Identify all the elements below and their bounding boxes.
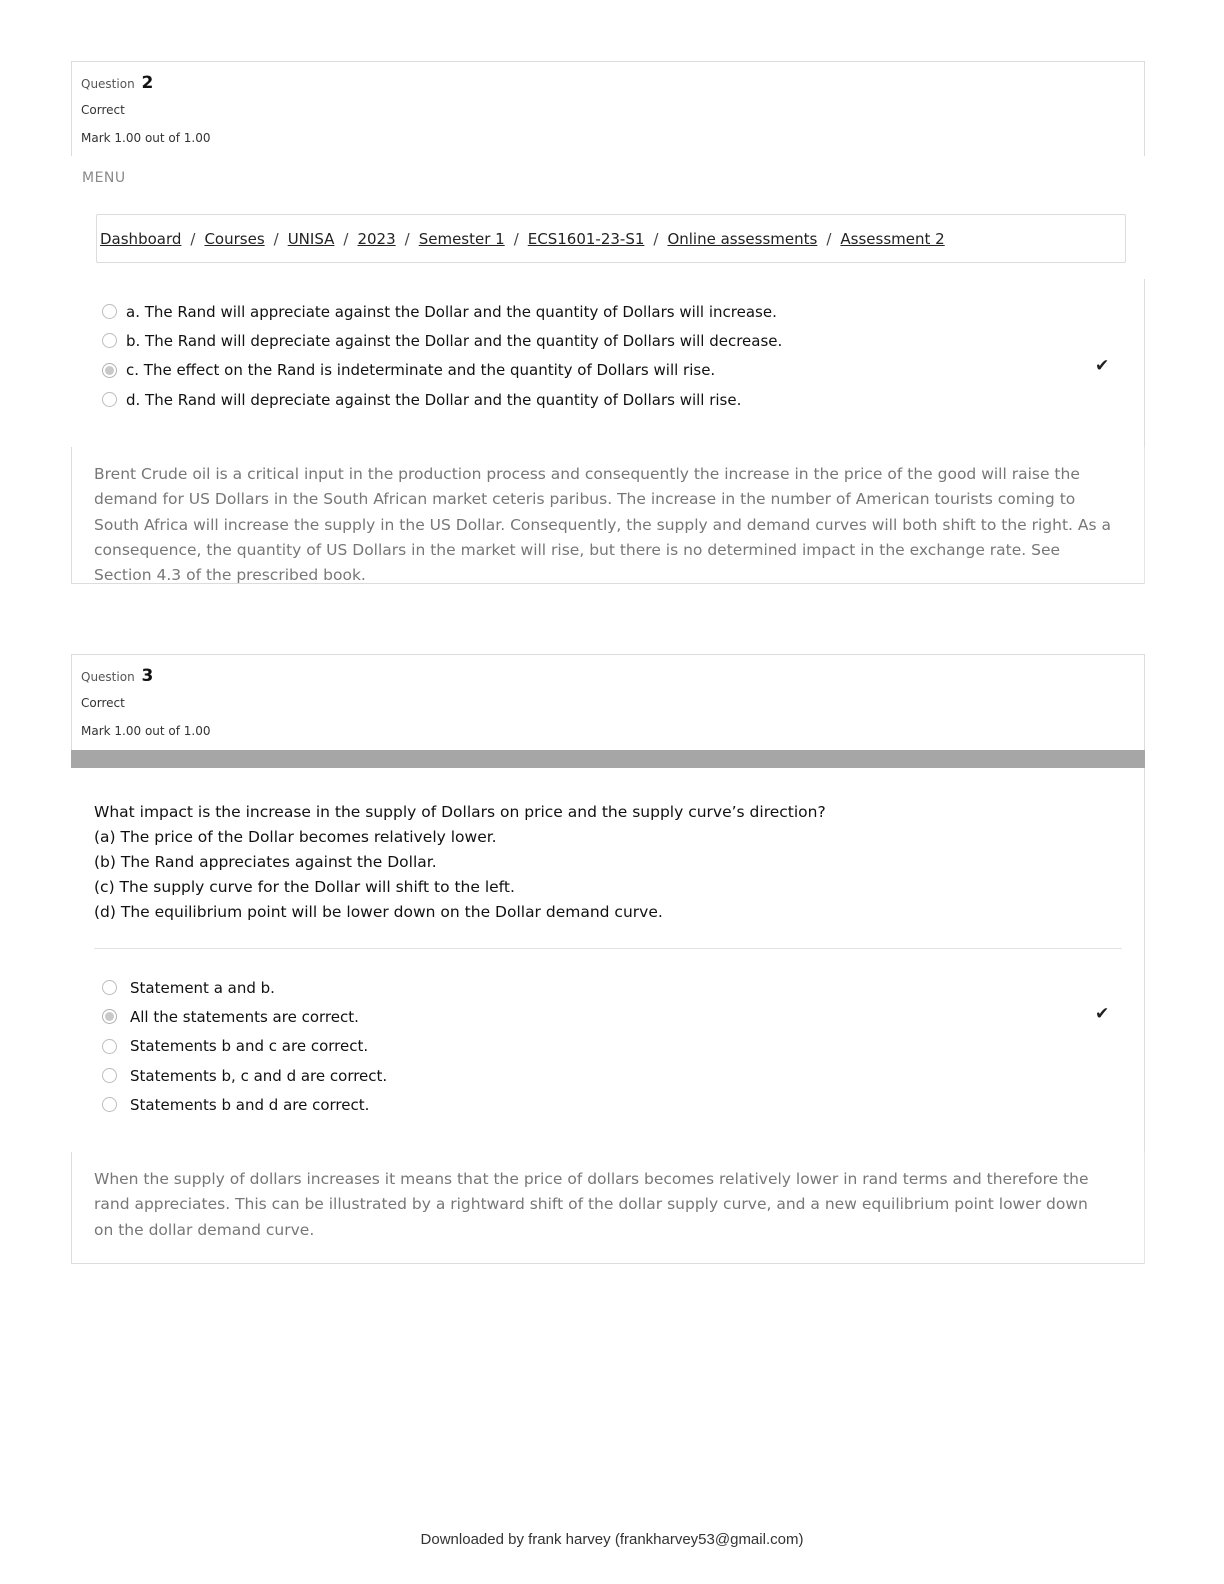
breadcrumb [96,214,1126,263]
breadcrumb-courses[interactable]: Courses [204,229,265,248]
download-footer: Downloaded by frank harvey (frankharvey53@gmail.com) [420,1531,804,1548]
question-2-answers [102,297,782,414]
breadcrumb-separator: / [404,229,410,248]
question-state: Correct [81,103,125,117]
radio-button[interactable] [102,1039,117,1054]
answer-option[interactable] [102,385,782,414]
breadcrumb-unisa[interactable]: UNISA [287,229,335,248]
answer-text: c. The effect on the Rand is indeterminate and the quantity of Dollars will rise. [126,361,716,380]
question-state: Correct [81,696,125,710]
question-grade: Mark 1.00 out of 1.00 [81,724,211,738]
radio-button[interactable] [102,392,117,407]
question-number-value: 2 [141,73,154,93]
answer-option[interactable] [102,326,782,355]
breadcrumb-year[interactable]: 2023 [357,229,396,248]
correct-check-icon: ✔ [1095,356,1110,376]
breadcrumb-assessment[interactable]: Assessment 2 [840,229,945,248]
breadcrumb-separator: / [826,229,832,248]
answer-option[interactable] [102,973,387,1002]
menu-button[interactable]: MENU [82,170,126,186]
breadcrumb-separator: / [513,229,519,248]
feedback-text: When the supply of dollars increases it means that the price of dollars becomes relatively lower in rand terms and therefore the rand appreciates. This can be illustrated by a rightward shift of the dollar supply curve, and a new equilibrium point lower down on the dollar demand curve. [94,1170,1089,1239]
question-number-value: 3 [141,666,154,686]
question-text-line: (a) The price of the Dollar becomes relatively lower. [94,828,497,846]
question-label: Question [81,77,135,91]
answer-option[interactable] [102,1090,387,1119]
answer-text: All the statements are correct. [130,1007,359,1026]
divider [94,948,1122,949]
question-text-line: (d) The equilibrium point will be lower down on the Dollar demand curve. [94,903,663,921]
answer-text: Statements b, c and d are correct. [130,1066,388,1085]
answer-option[interactable] [102,1032,387,1061]
question-text [94,800,826,925]
question-divider-bar [71,750,1145,768]
question-3-answers [102,973,387,1119]
radio-button[interactable] [102,1068,117,1083]
breadcrumb-online-assessments[interactable]: Online assessments [667,229,818,248]
breadcrumb-semester[interactable]: Semester 1 [418,229,505,248]
answer-text: a. The Rand will appreciate against the Dollar and the quantity of Dollars will increase. [126,302,777,321]
radio-button[interactable] [102,304,117,319]
question-text-line: (b) The Rand appreciates against the Dollar. [94,853,437,871]
question-number [81,72,1135,96]
answer-text: d. The Rand will depreciate against the Dollar and the quantity of Dollars will rise. [126,390,742,409]
question-grade: Mark 1.00 out of 1.00 [81,131,211,145]
feedback-text: Brent Crude oil is a critical input in the production process and consequently the increase in the price of the good will raise the demand for US Dollars in the South African market ceteris paribus. The increase in the number of American tourists coming to South Africa will increase the supply in the US Dollar. Consequently, the supply and demand curves will both shift to the right. As a consequence, the quantity of US Dollars in the market will rise, but there is no determined impact in the exchange rate. See Section 4.3 of the prescribed book. [94,465,1111,585]
answer-text: Statements b and c are correct. [130,1037,369,1056]
question-3-info [71,654,1145,750]
breadcrumb-dashboard[interactable]: Dashboard [100,229,182,248]
correct-check-icon: ✔ [1095,1004,1110,1024]
question-2-info [71,61,1145,156]
question-label: Question [81,670,135,684]
answer-text: Statement a and b. [130,978,275,997]
breadcrumb-separator: / [273,229,279,248]
question-text-line: What impact is the increase in the supply of Dollars on price and the supply curve’s direction? [94,803,826,821]
breadcrumb-separator: / [343,229,349,248]
answer-option[interactable] [102,1002,387,1031]
breadcrumb-separator: / [190,229,196,248]
answer-text: b. The Rand will depreciate against the Dollar and the quantity of Dollars will decrease. [126,331,783,350]
radio-button[interactable] [102,1097,117,1112]
radio-button-selected[interactable] [102,363,117,378]
radio-button[interactable] [102,980,117,995]
radio-button-selected[interactable] [102,1009,117,1024]
answer-text: Statements b and d are correct. [130,1095,370,1114]
question-text-line: (c) The supply curve for the Dollar will shift to the left. [94,878,515,896]
answer-option[interactable] [102,356,782,385]
answer-option[interactable] [102,1061,387,1090]
breadcrumb-separator: / [653,229,659,248]
radio-button[interactable] [102,333,117,348]
breadcrumb-course[interactable]: ECS1601-23-S1 [527,229,645,248]
answer-option[interactable] [102,297,782,326]
question-number [81,665,1135,689]
